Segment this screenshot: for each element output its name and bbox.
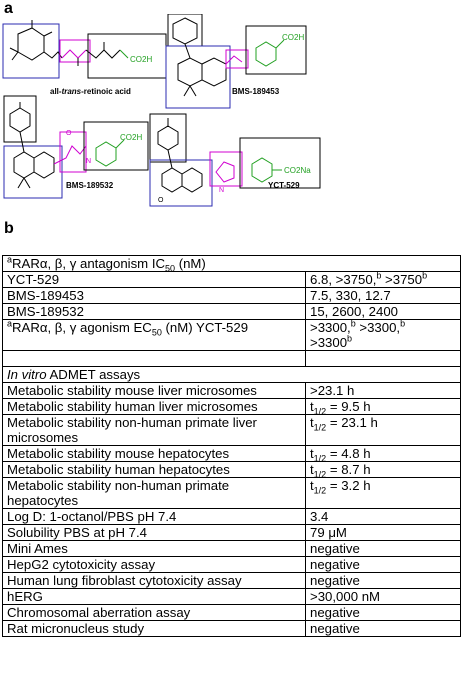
result-cell: negative — [306, 573, 461, 589]
compound-cell: BMS-189532 — [3, 304, 306, 320]
bms532-o-atom: O — [66, 130, 72, 137]
table-row — [3, 525, 461, 541]
assay-cell: Chromosomal aberration assay — [3, 605, 306, 621]
result-cell: $t_{1/2} = 9.5$ h — [306, 399, 461, 415]
bms532-substituent-label: CO2H — [120, 133, 143, 142]
bms453-substituent-label: CO2H — [282, 33, 305, 42]
compound-cell: YCT-529 — [3, 272, 306, 288]
table-row — [3, 621, 461, 637]
admet-title-row — [3, 367, 461, 383]
atra-ring-box — [3, 24, 59, 78]
result-cell: $t_{1/2} = 4.8$ h — [306, 446, 461, 462]
result-cell: 79 μM — [306, 525, 461, 541]
result-cell: negative — [306, 621, 461, 637]
result-cell: $t_{1/2} = 23.1$ h — [306, 415, 461, 446]
table-row — [3, 446, 461, 462]
atra-substituent-label: CO2H — [130, 55, 153, 64]
table-row — [3, 573, 461, 589]
bms453-compound-name: BMS-189453 — [232, 87, 280, 96]
assay-cell: Human lung fibroblast cytotoxicity assay — [3, 573, 306, 589]
table-row — [3, 272, 461, 288]
table-row — [3, 509, 461, 525]
assay-cell: Metabolic stability non-human primate hepatocytes — [3, 478, 306, 509]
result-cell: 3.4 — [306, 509, 461, 525]
atra-acid-box — [88, 34, 166, 78]
value-cell: 7.5, 330, 12.7 — [306, 288, 461, 304]
table-row — [3, 557, 461, 573]
yct529-o-atom: O — [158, 197, 164, 204]
yct529-substituent-label: CO2Na — [284, 166, 311, 175]
assay-cell: Metabolic stability non-human primate liver microsomes — [3, 415, 306, 446]
table-row — [3, 383, 461, 399]
assay-cell: Metabolic stability human liver microsomes — [3, 399, 306, 415]
atra-compound-name: all-trans-retinoic acid — [50, 87, 131, 96]
yct529-nh-atom: N — [219, 187, 225, 194]
table-row — [3, 605, 461, 621]
table-header-row — [3, 256, 461, 272]
table-row — [3, 288, 461, 304]
result-cell: negative — [306, 541, 461, 557]
assay-cell: Metabolic stability human hepatocytes — [3, 462, 306, 478]
table-row — [3, 462, 461, 478]
result-cell: $t_{1/2} = 3.2$ h — [306, 478, 461, 509]
bms532-acid-box — [84, 122, 148, 170]
antagonism-header-cell: $^a$RARα, β, γ antagonism $IC_{50}$ (nM) — [3, 256, 461, 272]
result-cell: >30,000 nM — [306, 589, 461, 605]
agonism-label-cell: $^a$RARα, β, γ agonism $EC_{50}$ (nM) YCT-529 — [3, 320, 306, 351]
bms532-compound-name: BMS-189532 — [66, 181, 114, 190]
table-row — [3, 415, 461, 446]
result-cell: negative — [306, 557, 461, 573]
assay-cell: Metabolic stability mouse liver microsomes — [3, 383, 306, 399]
table-row — [3, 589, 461, 605]
result-cell: negative — [306, 605, 461, 621]
assay-cell: Rat micronucleus study — [3, 621, 306, 637]
substituent-labels — [120, 33, 311, 175]
assay-cell: Mini Ames — [3, 541, 306, 557]
assay-cell: Metabolic stability mouse hepatocytes — [3, 446, 306, 462]
admet-table — [2, 255, 461, 637]
assay-cell: Log D: 1-octanol/PBS pH 7.4 — [3, 509, 306, 525]
table-row — [3, 478, 461, 509]
bms453-ring-box — [166, 46, 230, 108]
table-row-empty — [3, 351, 461, 367]
bms532-nh-atom: N — [86, 158, 92, 165]
value-cell: 15, 2600, 2400 — [306, 304, 461, 320]
chemical-structures-figure — [0, 14, 464, 210]
table-row — [3, 399, 461, 415]
admet-title-cell: In vitro ADMET assays — [3, 367, 461, 383]
compound-cell: BMS-189453 — [3, 288, 306, 304]
result-cell: $t_{1/2} = 8.7$ h — [306, 462, 461, 478]
panel-a-label: a — [4, 0, 13, 17]
bms453-linker-box — [226, 50, 248, 68]
result-cell: >23.1 h — [306, 383, 461, 399]
admet-rows — [3, 383, 461, 637]
yct529-compound-name: YCT-529 — [268, 181, 300, 190]
assay-cell: hERG — [3, 589, 306, 605]
table-row — [3, 304, 461, 320]
panel-b-label: b — [4, 220, 14, 237]
agonism-value-cell: >3300,$^b$ >3300,$^b$ $>3300^b$ — [306, 320, 461, 351]
assay-cell: HepG2 cytotoxicity assay — [3, 557, 306, 573]
table-row — [3, 541, 461, 557]
value-cell: 6.8, $>3750,^b >3750^b$ — [306, 272, 461, 288]
table-row — [3, 320, 461, 351]
assay-cell: Solubility PBS at pH 7.4 — [3, 525, 306, 541]
